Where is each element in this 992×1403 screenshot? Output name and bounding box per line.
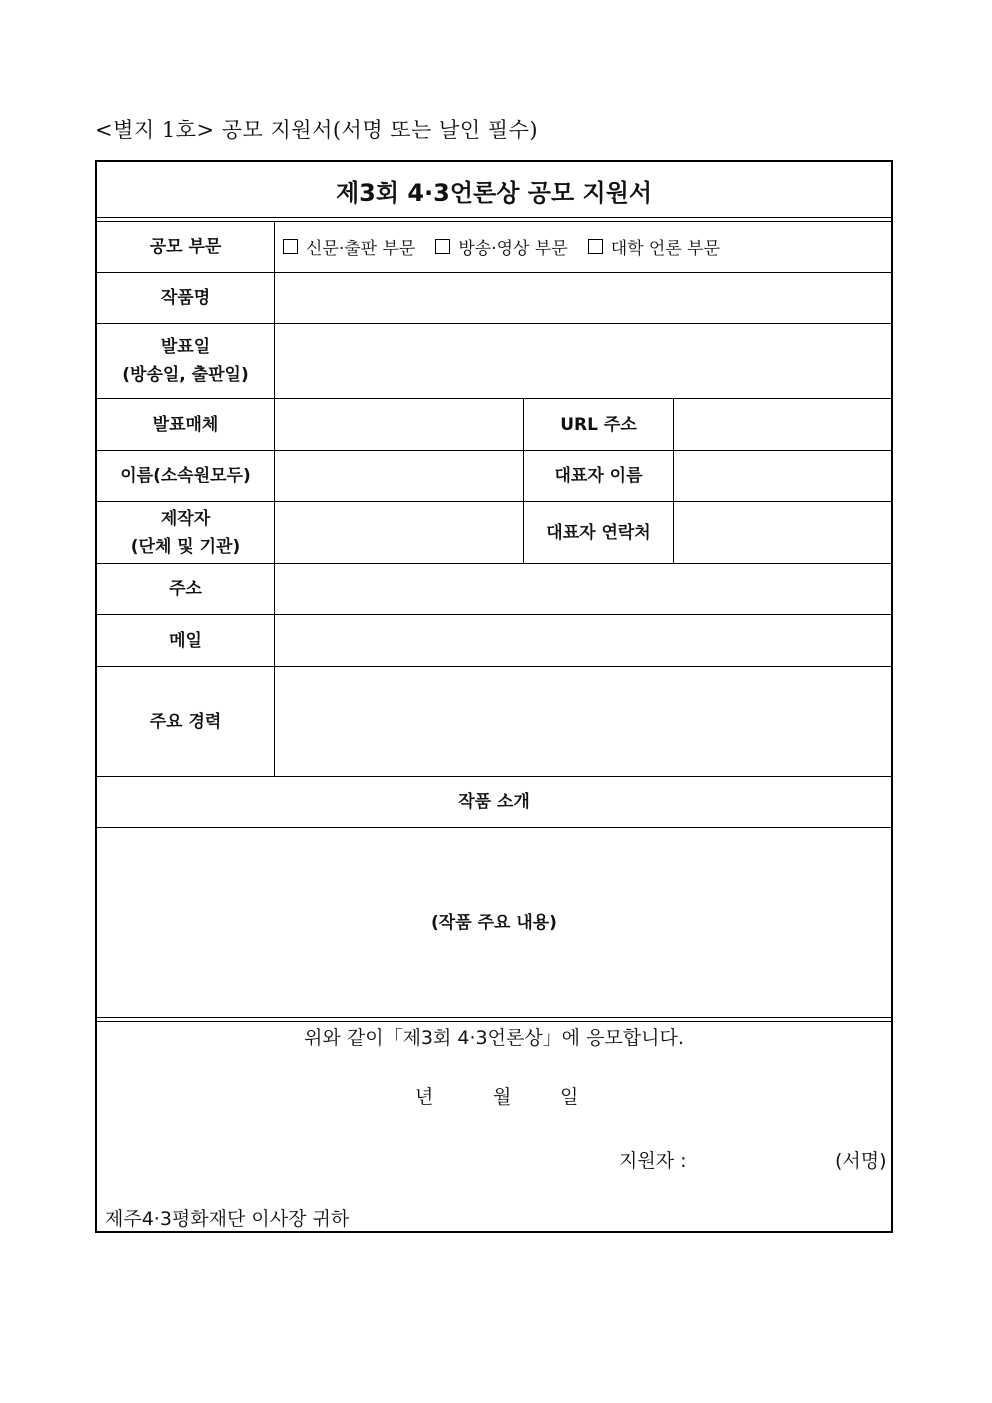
addressee: 제주4·3평화재단 이사장 귀하 (105, 1208, 350, 1230)
category-option-university[interactable]: 대학 언론 부문 (588, 234, 720, 259)
rep-name-label: 대표자 이름 (554, 466, 643, 486)
checkbox[interactable] (588, 239, 603, 254)
url-field[interactable] (674, 399, 891, 450)
url-label: URL 주소 (560, 414, 637, 435)
career-label: 주요 경력 (149, 711, 222, 732)
application-form (95, 160, 893, 1233)
email-label: 메일 (169, 630, 202, 651)
media-label: 발표매체 (152, 414, 219, 435)
category-option-print[interactable]: 신문·출판 부문 (283, 234, 415, 259)
intro-header: 작품 소개 (458, 792, 530, 812)
divider (97, 217, 891, 218)
divider (97, 1021, 891, 1022)
intro-field[interactable]: (작품 주요 내용) (431, 912, 557, 933)
checkbox[interactable] (283, 239, 298, 254)
email-field[interactable] (275, 615, 891, 666)
checkbox[interactable] (435, 239, 450, 254)
address-field[interactable] (275, 564, 891, 614)
rep-contact-label: 대표자 연락처 (546, 522, 651, 543)
career-field[interactable] (275, 667, 891, 776)
publish-date-label: 발표일 (방송일, 출판일) (122, 337, 249, 385)
names-label: 이름(소속원모두) (120, 466, 251, 486)
attachment-label: <별지 1호> 공모 지원서(서명 또는 날인 필수) (95, 118, 539, 142)
address-label: 주소 (169, 579, 202, 599)
divider (97, 1017, 891, 1018)
rep-name-field[interactable] (674, 451, 891, 501)
applicant-label: 지원자 : (619, 1150, 687, 1172)
producer-label: 제작자 (단체 및 기관) (130, 508, 241, 557)
media-field[interactable] (275, 399, 523, 450)
date-day-label: 일 (560, 1086, 579, 1108)
work-title-label: 작품명 (160, 288, 211, 308)
category-option-broadcast[interactable]: 방송·영상 부문 (435, 234, 567, 259)
rep-contact-field[interactable] (674, 502, 891, 563)
publish-date-field[interactable] (275, 324, 891, 398)
signature-label[interactable]: (서명) (835, 1150, 887, 1172)
category-options (283, 234, 720, 259)
producer-field[interactable] (275, 502, 523, 563)
names-field[interactable] (275, 451, 523, 501)
date-year-label: 년 (415, 1086, 434, 1108)
date-month-label: 월 (493, 1086, 512, 1108)
form-title: 제3회 4·3언론상 공모 지원서 (335, 178, 653, 207)
declaration-statement: 위와 같이「제3회 4·3언론상」에 응모합니다. (304, 1027, 684, 1049)
category-label: 공모 부문 (149, 237, 222, 257)
work-title-field[interactable] (275, 273, 891, 323)
